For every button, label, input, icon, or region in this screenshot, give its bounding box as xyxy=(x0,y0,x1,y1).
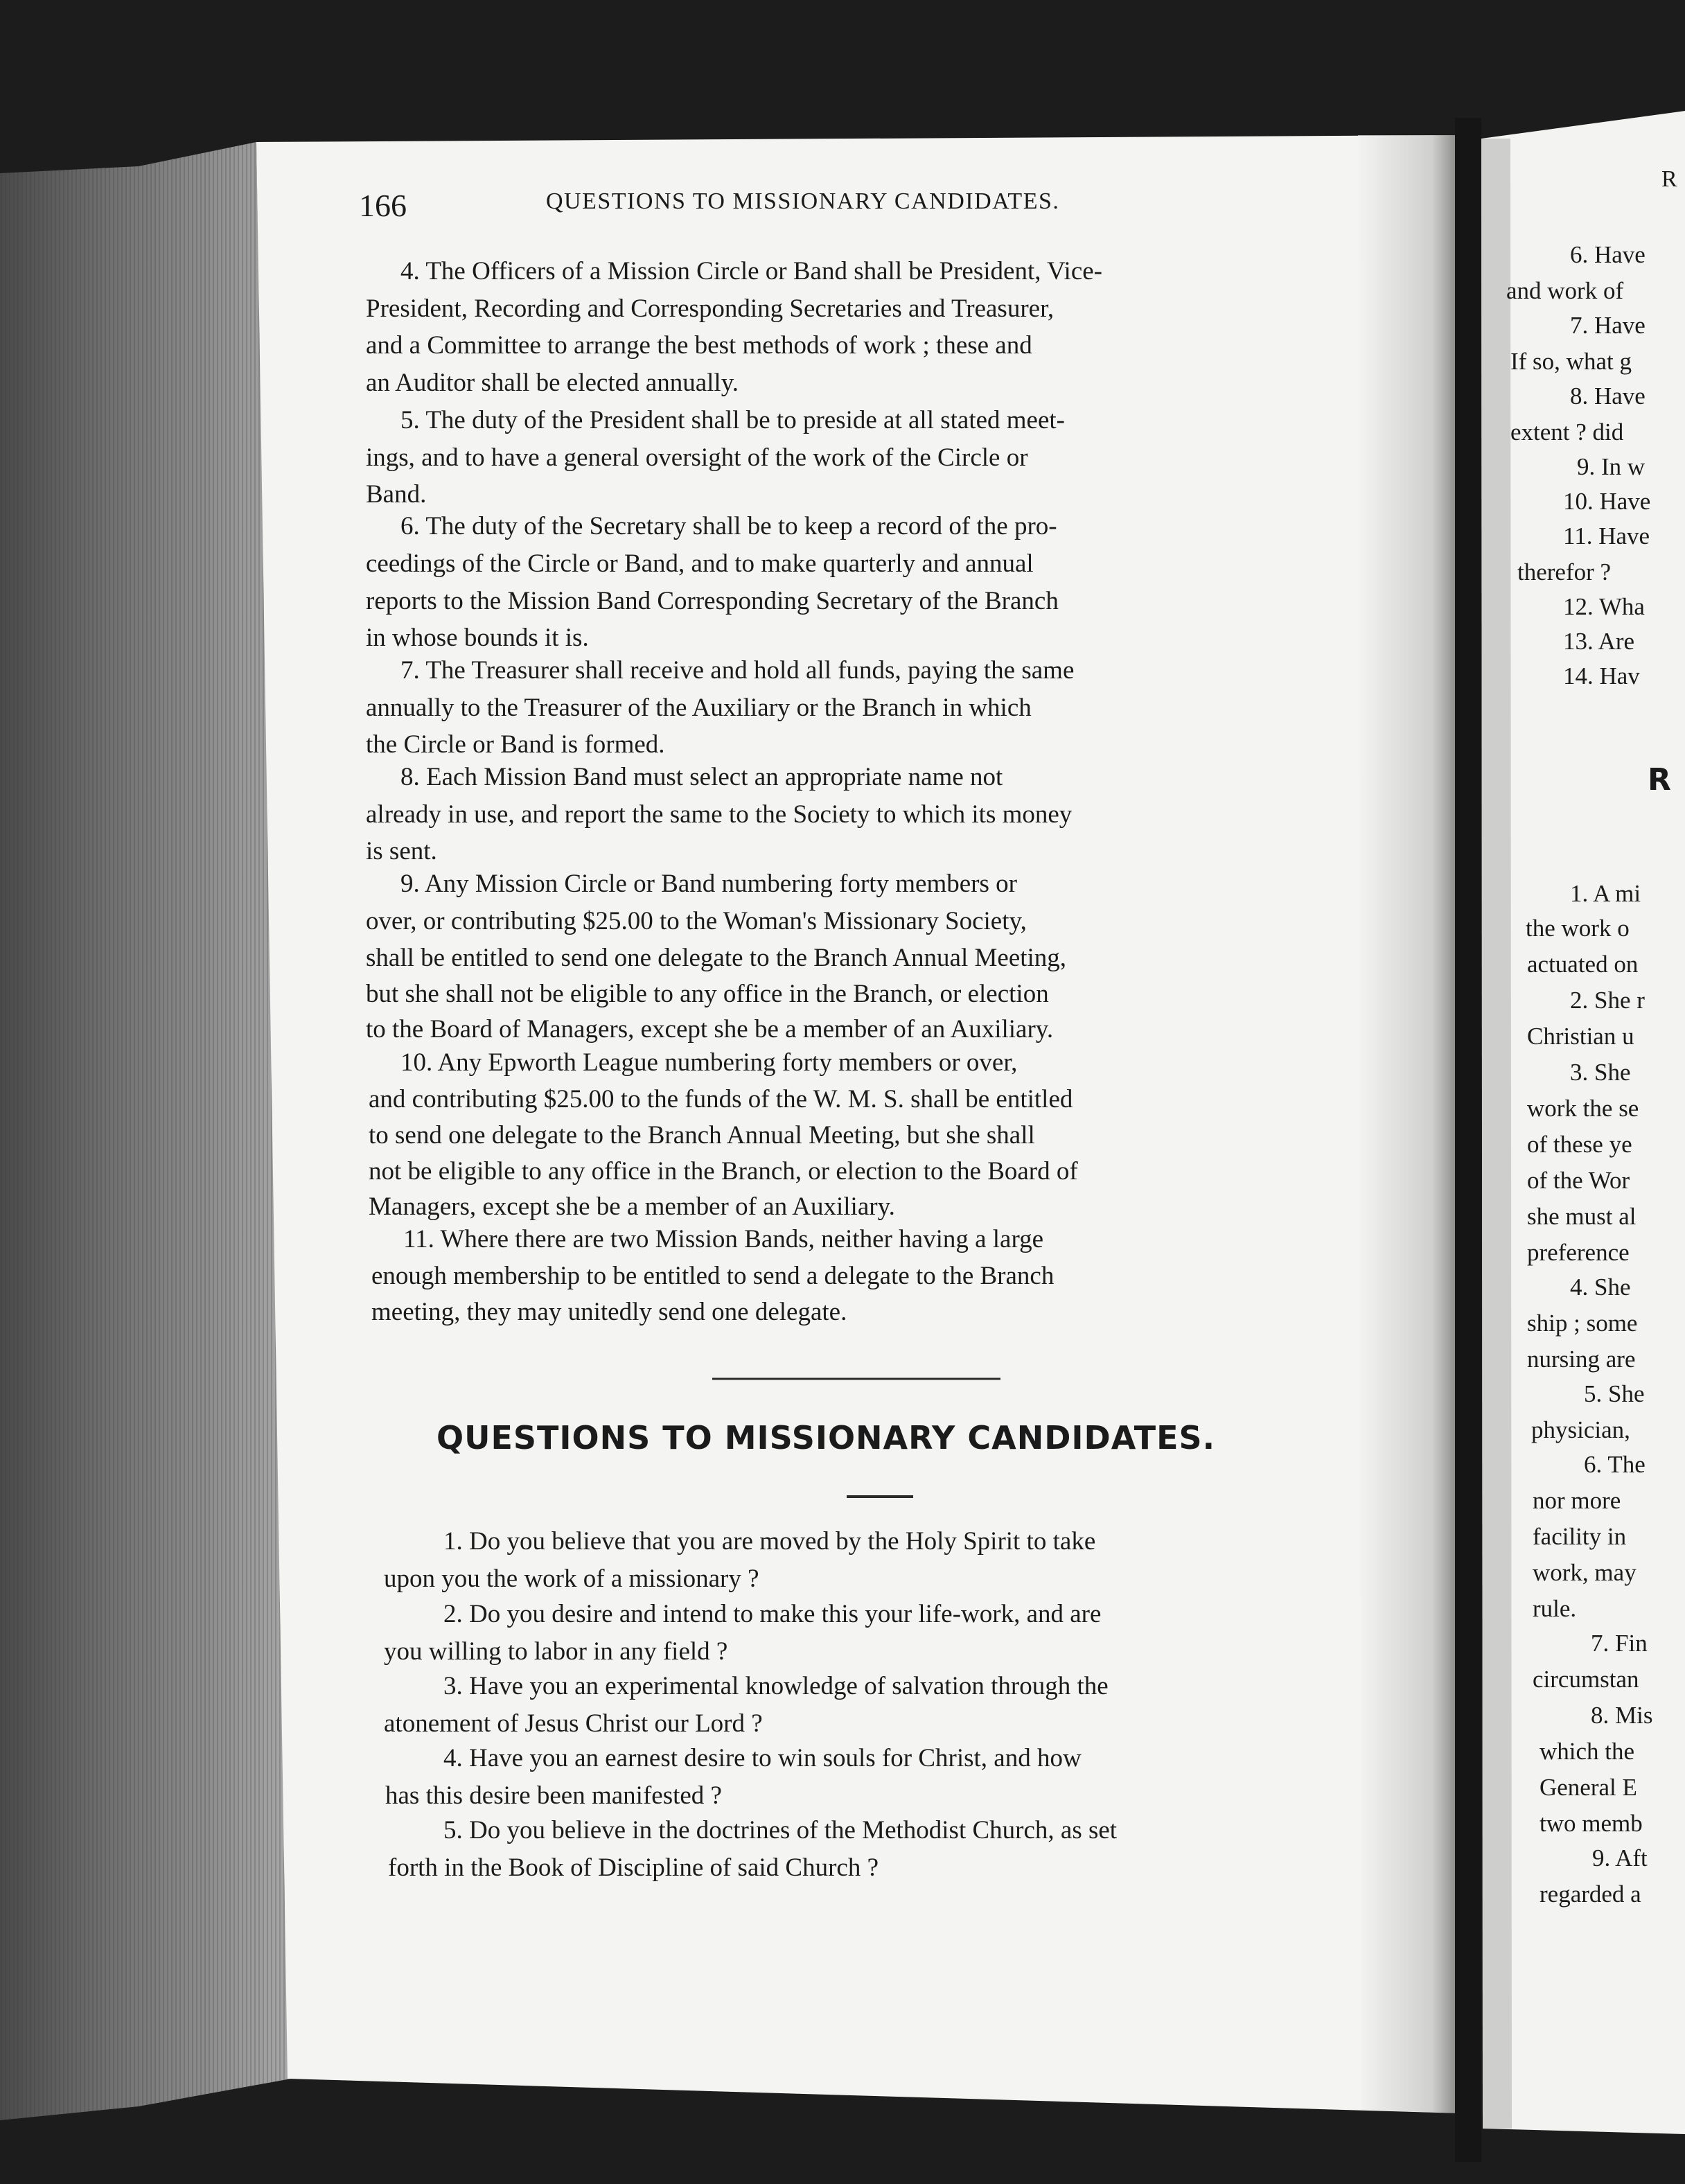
body-line: already in use, and report the same to the Society to which its money xyxy=(366,800,1073,829)
body-line: annually to the Treasurer of the Auxiliary or the Branch in which xyxy=(366,694,1032,722)
body-line: enough membership to be entitled to send a delegate to the Branch xyxy=(371,1262,1055,1290)
body-line: shall be entitled to send one delegate to the Branch Annual Meeting, xyxy=(366,944,1067,972)
right-section-heading: R xyxy=(1648,762,1671,798)
right-line: circumstan xyxy=(1533,1666,1639,1693)
running-head: QUESTIONS TO MISSIONARY CANDIDATES. xyxy=(546,188,1060,214)
right-line: of these ye xyxy=(1527,1131,1632,1158)
question-line: upon you the work of a missionary ? xyxy=(384,1565,759,1593)
body-line: President, Recording and Corresponding Secretaries and Treasurer, xyxy=(366,294,1055,323)
body-line: ceedings of the Circle or Band, and to make quarterly and annual xyxy=(366,549,1034,578)
right-line: 10. Have xyxy=(1563,488,1651,515)
right-line: extent ? did xyxy=(1510,419,1624,446)
question-line: forth in the Book of Discipline of said Church ? xyxy=(388,1853,879,1882)
right-line: 2. She r xyxy=(1570,987,1645,1014)
right-line: actuated on xyxy=(1527,951,1639,978)
right-line: of the Wor xyxy=(1527,1167,1630,1194)
question-line: 5. Do you believe in the doctrines of the Methodist Church, as set xyxy=(443,1816,1118,1844)
body-line: 10. Any Epworth League numbering forty members or over, xyxy=(400,1048,1018,1077)
question-line: atonement of Jesus Christ our Lord ? xyxy=(384,1709,763,1738)
right-line: and work of xyxy=(1506,277,1624,304)
body-line: but she shall not be eligible to any office in the Branch, or election xyxy=(366,980,1049,1008)
right-line: ship ; some xyxy=(1527,1310,1638,1337)
question-line: 4. Have you an earnest desire to win souls for Christ, and how xyxy=(443,1744,1082,1772)
body-line: 6. The duty of the Secretary shall be to keep a record of the pro- xyxy=(400,512,1057,540)
body-line: not be eligible to any office in the Branch, or election to the Board of xyxy=(369,1157,1078,1186)
body-line: Managers, except she be a member of an Auxiliary. xyxy=(369,1192,895,1221)
right-line: 9. In w xyxy=(1577,453,1646,480)
right-line: she must al xyxy=(1527,1203,1637,1230)
right-line: 3. She xyxy=(1570,1059,1631,1086)
right-line: Christian u xyxy=(1527,1023,1634,1050)
right-line: 8. Have xyxy=(1570,382,1646,410)
question-line: you willing to labor in any field ? xyxy=(384,1637,728,1666)
right-line: 9. Aft xyxy=(1592,1844,1648,1872)
body-line: to send one delegate to the Branch Annual Meeting, but she shall xyxy=(369,1121,1035,1150)
right-line: facility in xyxy=(1533,1523,1627,1550)
right-line: 7. Have xyxy=(1570,312,1646,339)
body-line: and a Committee to arrange the best methods of work ; these and xyxy=(366,331,1032,360)
right-line: nursing are xyxy=(1527,1346,1636,1373)
body-line: ings, and to have a general oversight of the work of the Circle or xyxy=(366,443,1028,472)
right-line: If so, what g xyxy=(1510,348,1632,375)
body-line: is sent. xyxy=(366,837,437,865)
right-running-head: R xyxy=(1661,166,1677,192)
body-line: 11. Where there are two Mission Bands, neither having a large xyxy=(403,1225,1044,1253)
body-line: and contributing $25.00 to the funds of the W. M. S. shall be entitled xyxy=(369,1085,1073,1113)
right-line: 4. She xyxy=(1570,1274,1631,1301)
right-line: 1. A mi xyxy=(1570,880,1641,907)
right-line: therefor ? xyxy=(1517,558,1612,585)
right-line: 5. She xyxy=(1584,1380,1645,1407)
question-line: has this desire been manifested ? xyxy=(385,1781,722,1810)
section-title: QUESTIONS TO MISSIONARY CANDIDATES. xyxy=(436,1419,1216,1456)
right-line: physician, xyxy=(1531,1416,1630,1443)
right-line: which the xyxy=(1540,1738,1635,1765)
body-line: 4. The Officers of a Mission Circle or Band shall be President, Vice- xyxy=(400,257,1103,285)
body-line: Band. xyxy=(366,480,427,509)
right-line: 12. Wha xyxy=(1563,593,1645,620)
right-line: 8. Mis xyxy=(1591,1702,1653,1729)
right-line: 7. Fin xyxy=(1591,1630,1648,1657)
body-line: over, or contributing $25.00 to the Woman's Missionary Society, xyxy=(366,907,1027,935)
body-line: 8. Each Mission Band must select an appropriate name not xyxy=(400,763,1003,791)
body-line: 5. The duty of the President shall be to preside at all stated meet- xyxy=(400,406,1066,434)
body-line: the Circle or Band is formed. xyxy=(366,730,665,759)
right-line: nor more xyxy=(1533,1487,1621,1514)
right-line: 6. Have xyxy=(1570,241,1646,268)
page-number: 166 xyxy=(359,188,407,223)
right-line: 11. Have xyxy=(1563,522,1650,549)
right-line: work the se xyxy=(1527,1095,1639,1122)
body-line: an Auditor shall be elected annually. xyxy=(366,369,739,397)
body-line: meeting, they may unitedly send one delegate. xyxy=(371,1298,847,1326)
right-line: rule. xyxy=(1533,1595,1577,1622)
question-line: 1. Do you believe that you are moved by the Holy Spirit to take xyxy=(443,1527,1096,1556)
right-line: 6. The xyxy=(1584,1451,1646,1478)
right-line: two memb xyxy=(1540,1810,1643,1837)
question-line: 2. Do you desire and intend to make this your life-work, and are xyxy=(443,1600,1102,1628)
body-line: 9. Any Mission Circle or Band numbering forty members or xyxy=(400,870,1017,898)
right-line: preference xyxy=(1527,1239,1630,1266)
question-line: 3. Have you an experimental knowledge of salvation through the xyxy=(443,1672,1109,1700)
body-line: reports to the Mission Band Corresponding Secretary of the Branch xyxy=(366,587,1059,615)
body-line: to the Board of Managers, except she be a member of an Auxiliary. xyxy=(366,1015,1054,1043)
right-line: work, may xyxy=(1533,1559,1637,1586)
right-line: regarded a xyxy=(1540,1881,1641,1908)
right-line: 14. Hav xyxy=(1563,662,1640,689)
right-line: General E xyxy=(1540,1774,1637,1801)
body-line: in whose bounds it is. xyxy=(366,624,589,652)
right-line: the work o xyxy=(1526,915,1630,942)
body-line: 7. The Treasurer shall receive and hold all funds, paying the same xyxy=(400,656,1075,685)
right-line: 13. Are xyxy=(1563,628,1635,655)
